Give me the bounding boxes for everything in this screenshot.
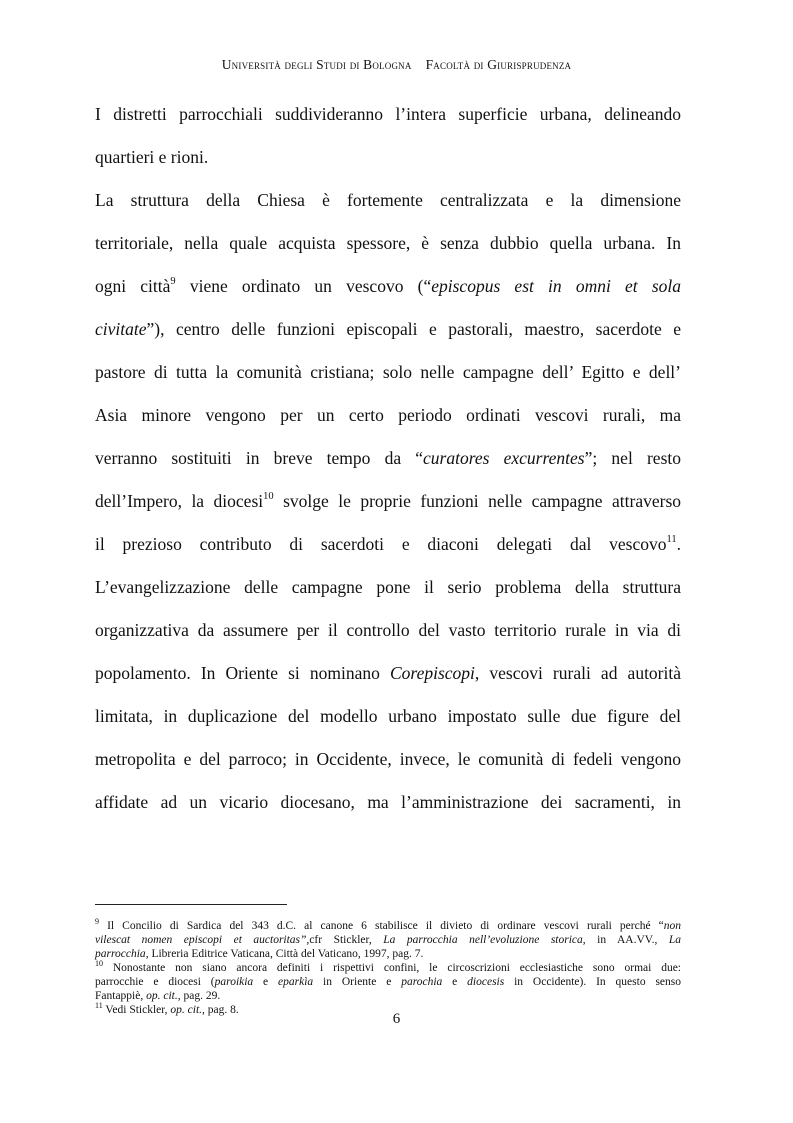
footnote-separator	[95, 904, 287, 905]
text-span: dell’Impero, la diocesi	[95, 491, 264, 511]
italic-span: paroikia	[214, 976, 254, 988]
italic-span: La	[668, 934, 681, 946]
text-span: , Libreria Editrice Vaticana, Città del Vaticano, 1997, pag. 7.	[145, 948, 424, 960]
text-span: in Occidente). In questo senso	[504, 976, 682, 988]
footnote-number: 11	[95, 1001, 103, 1010]
footnote-10-line	[95, 989, 681, 1003]
italic-span: parrocchia	[95, 948, 146, 960]
running-header	[0, 57, 793, 73]
text-line: La struttura della Chiesa è fortemente centralizzata e la dimensione	[95, 190, 681, 210]
text-line: Asia minore vengono per un certo periodo ordinati vescovi rurali, ma	[95, 405, 681, 425]
text-span: , pag. 8.	[202, 1004, 239, 1016]
text-line: organizzativa da assumere per il controllo del vasto territorio rurale in via di	[95, 620, 681, 640]
text-line: L’evangelizzazione delle campagne pone il serio problema della struttura	[95, 577, 681, 597]
text-span: e	[253, 976, 279, 988]
footnote-ref-10[interactable]: 10	[263, 491, 274, 502]
footnote-9-line	[95, 933, 681, 947]
italic-span: eparkìa	[278, 976, 314, 988]
text-span: in Oriente e	[313, 976, 402, 988]
main-text	[95, 100, 681, 831]
text-span: Fantappiè,	[95, 990, 147, 1002]
header-university: Università degli Studi di Bologna	[221, 57, 412, 72]
text-span: il prezioso contributo di sacerdoti e diaconi delegati dal vescovo	[95, 534, 667, 554]
text-line: territoriale, nella quale acquista spessore, è senza dubbio quella urbana. In	[95, 233, 681, 253]
text-span: cfr Stickler,	[309, 934, 384, 946]
footnote-9-line	[95, 919, 681, 933]
italic-span: op. cit.	[146, 990, 178, 1002]
text-line: affidate ad un vicario diocesano, ma l’amministrazione dei sacramenti, in	[95, 792, 681, 812]
text-span: ogni città	[95, 276, 171, 296]
italic-span: parochia	[401, 976, 443, 988]
text-span: Il Concilio di Sardica del 343 d.C. al canone 6 stabilisce il divieto di ordinare vescovi rurali perché “	[99, 920, 664, 932]
footnotes	[95, 919, 681, 1017]
italic-span: non	[663, 920, 681, 932]
text-line	[95, 530, 681, 573]
italic-span: Corepiscopi	[389, 663, 475, 683]
text-span: verranno sostituiti in breve tempo da “	[95, 448, 424, 468]
text-span: Vedi Stickler,	[102, 1004, 171, 1016]
footnote-10-line	[95, 961, 681, 975]
italic-span: curatores excurrentes	[423, 448, 585, 468]
text-line	[95, 487, 681, 530]
footnote-number: 9	[95, 917, 99, 926]
text-line: limitata, in duplicazione del modello urbano impostato sulle due figure del	[95, 706, 681, 726]
footnote-ref-11[interactable]: 11	[666, 534, 677, 545]
text-span: .	[676, 534, 681, 554]
text-line	[95, 444, 681, 487]
text-span: viene ordinato un vescovo (“	[175, 276, 432, 296]
text-line	[95, 315, 681, 358]
italic-span: vilescat nomen episcopi et auctoritas”,	[95, 934, 310, 946]
text-span: ”), centro delle funzioni episcopali e pastorali, maestro, sacerdote e	[146, 319, 681, 339]
text-span: e	[442, 976, 468, 988]
text-span: , vescovi rurali ad autorità	[474, 663, 681, 683]
text-line: I distretti parrocchiali suddivideranno l’intera superficie urbana, delineando	[95, 104, 681, 124]
text-span: , pag. 29.	[177, 990, 221, 1002]
text-line	[95, 659, 681, 702]
text-span: svolge le proprie funzioni nelle campagne attraverso	[273, 491, 681, 511]
header-faculty: Facoltà di Giurisprudenza	[425, 57, 572, 72]
text-span: ”; nel resto	[584, 448, 681, 468]
footnote-ref-9[interactable]: 9	[170, 276, 176, 287]
text-span: parrocchie e diocesi (	[95, 976, 215, 988]
italic-span: La parrocchia nell’evoluzione storica	[383, 934, 583, 946]
italic-span: diocesis	[467, 976, 505, 988]
text-line: metropolita e del parroco; in Occidente, invece, le comunità di fedeli vengono	[95, 749, 681, 769]
footnote-9-line	[95, 947, 681, 961]
text-span: popolamento. In Oriente si nominano	[95, 663, 390, 683]
footnote-number: 10	[95, 959, 103, 968]
text-line: quartieri e rioni.	[95, 147, 209, 167]
text-span: , in AA.VV.,	[582, 934, 669, 946]
italic-span: civitate	[95, 319, 147, 339]
text-line	[95, 272, 681, 315]
page-number: 6	[392, 1011, 401, 1027]
italic-span: episcopus est in omni et sola	[431, 276, 682, 296]
footnote-10-line	[95, 975, 681, 989]
text-line: pastore di tutta la comunità cristiana; solo nelle campagne dell’ Egitto e dell’	[95, 362, 681, 382]
italic-span: op. cit.	[170, 1004, 203, 1016]
text-span: Nonostante non siano ancora definiti i rispettivi confini, le circoscrizioni ecclesiastiche sono ormai due:	[103, 962, 681, 974]
